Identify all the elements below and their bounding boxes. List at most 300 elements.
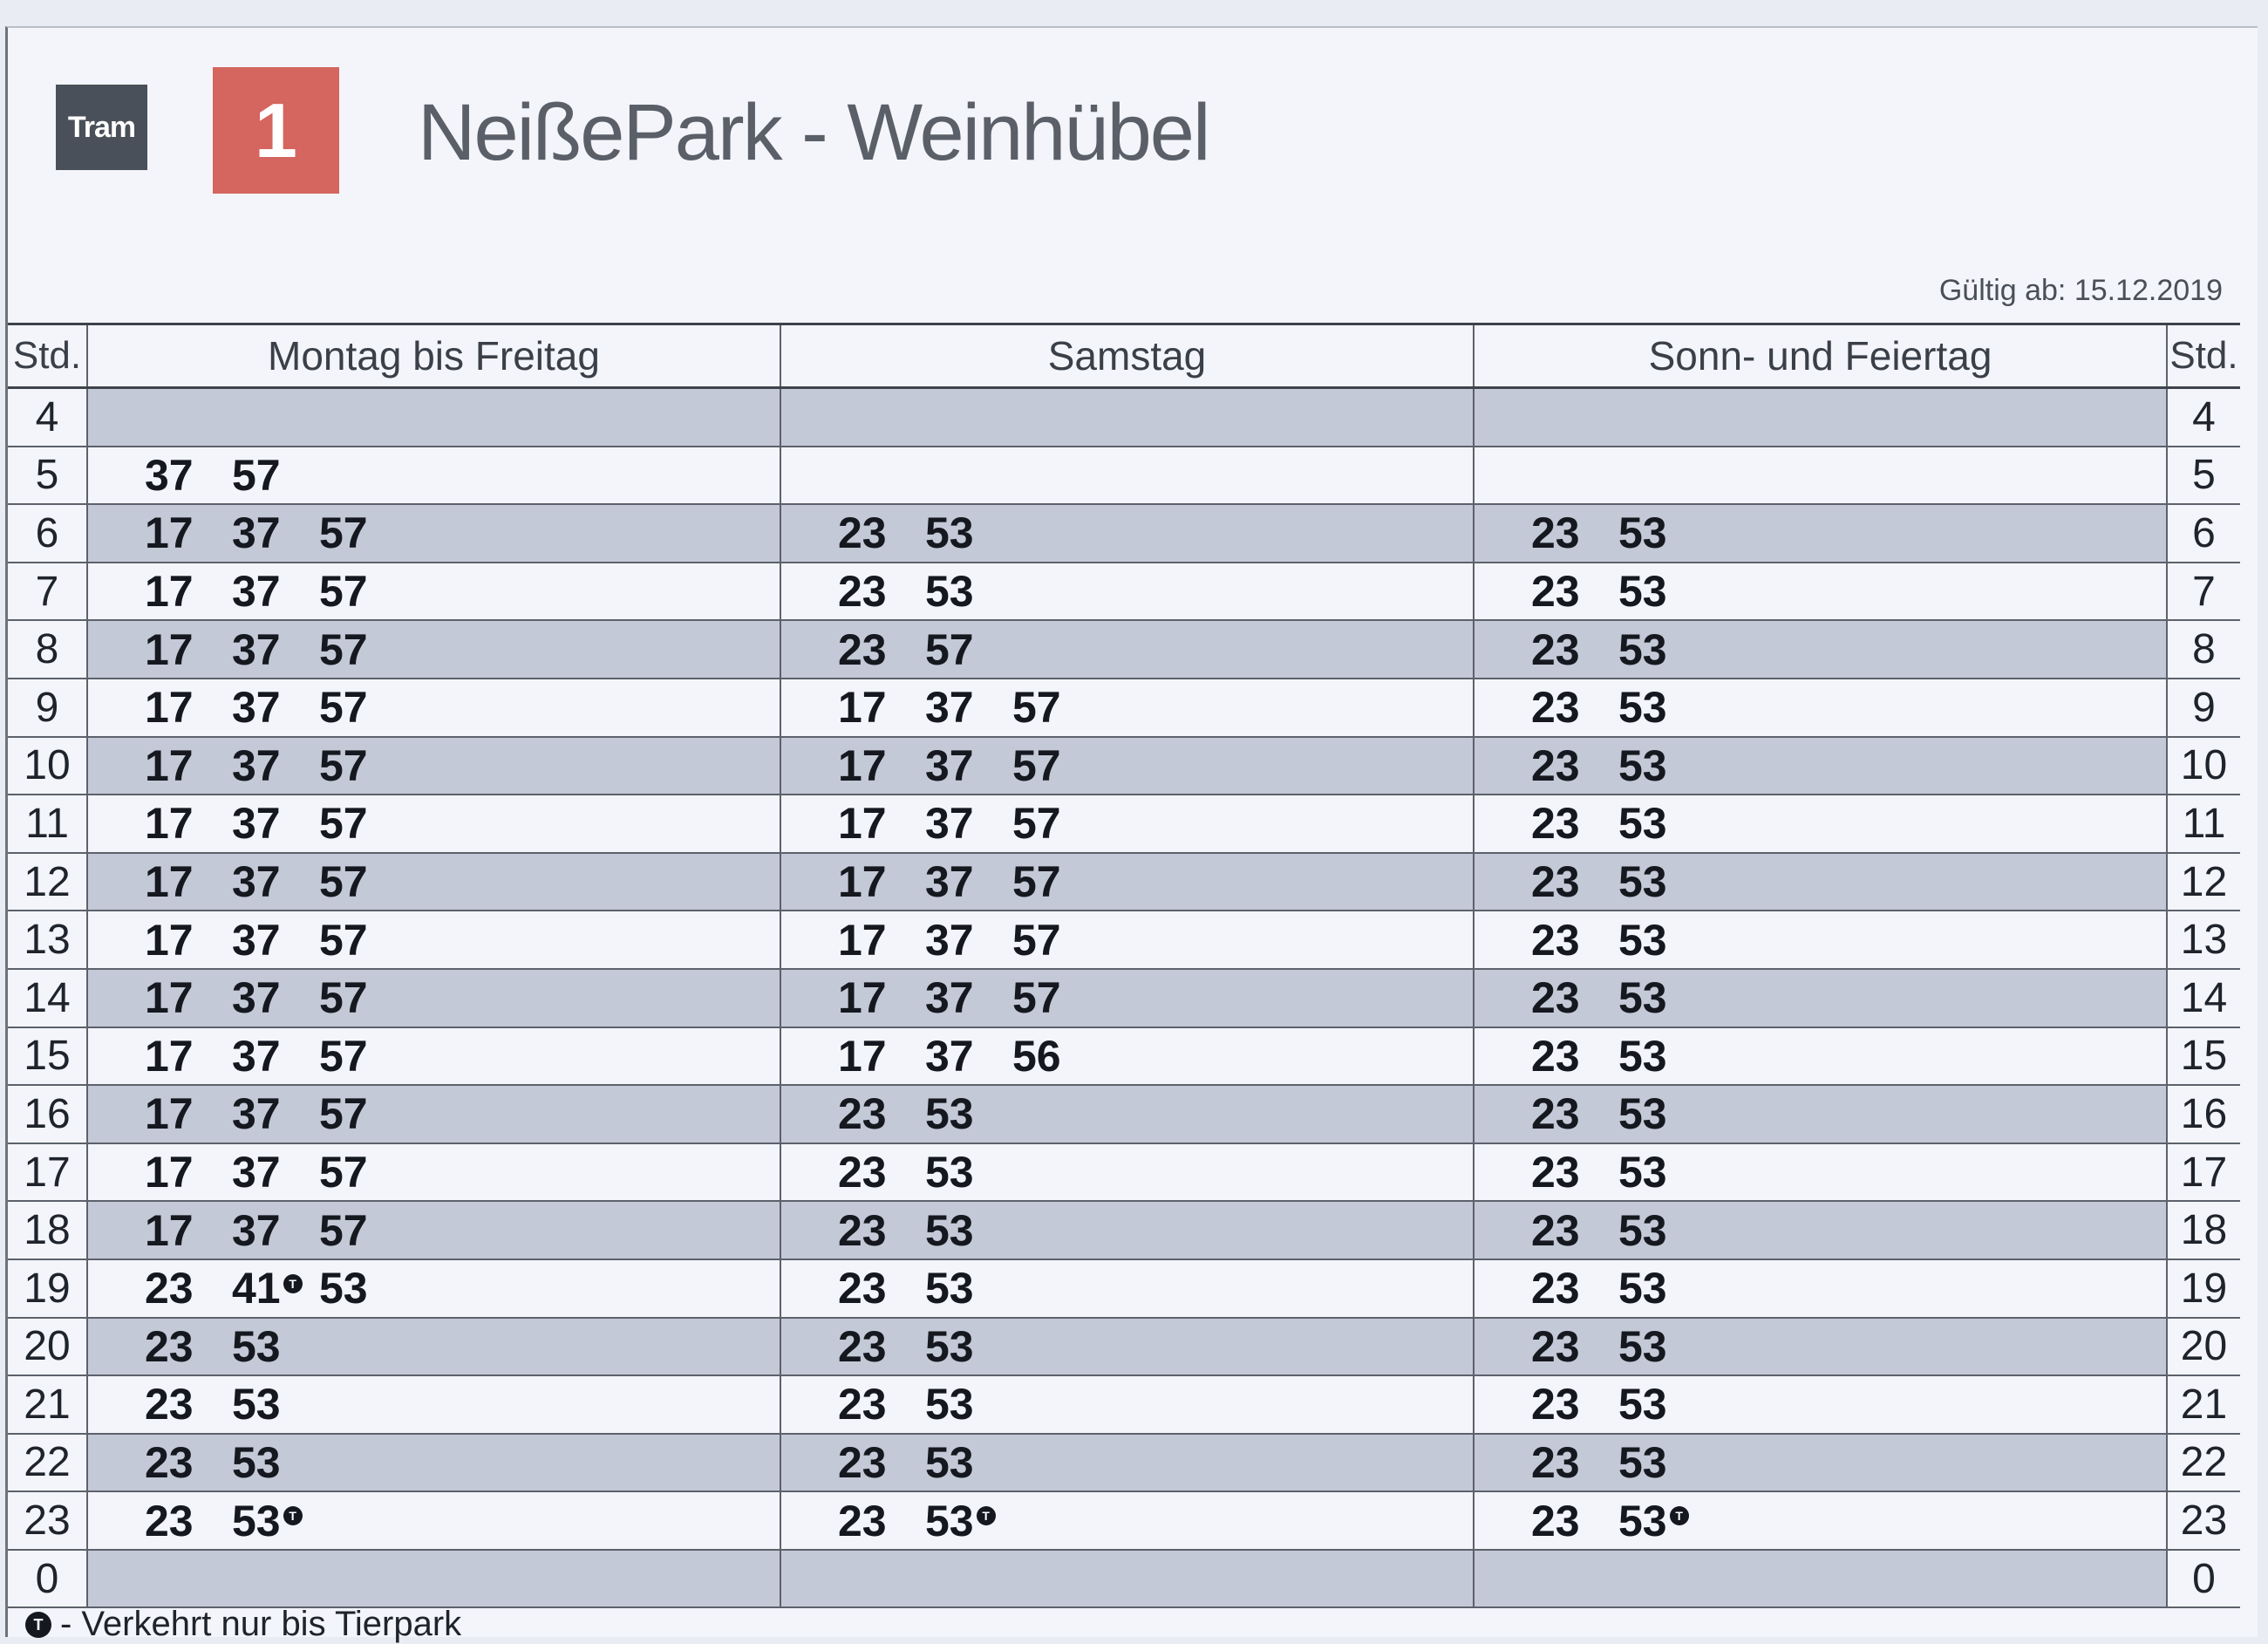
tierpark-marker-icon: T bbox=[283, 1274, 303, 1293]
departure-minute-value: 53 bbox=[1618, 1264, 1667, 1313]
weekday-minutes-cell bbox=[88, 911, 781, 968]
sunday-minutes-cell bbox=[1475, 621, 2168, 678]
departure-minute bbox=[1618, 566, 1706, 617]
departure-minute bbox=[925, 972, 1012, 1023]
departure-minute bbox=[232, 1379, 319, 1429]
departure-minute-value: 23 bbox=[145, 1380, 194, 1429]
departure-minute bbox=[145, 972, 232, 1023]
departure-minute bbox=[1531, 1379, 1618, 1429]
departure-minute-value: 53 bbox=[1618, 1031, 1667, 1081]
departure-minute-value: 57 bbox=[319, 1205, 368, 1255]
timetable-row bbox=[8, 911, 2240, 970]
saturday-minutes-cell bbox=[781, 1319, 1475, 1375]
departure-minute-value: 57 bbox=[1012, 683, 1061, 733]
departure-minute-value: 57 bbox=[925, 624, 974, 674]
departure-minute-value: 17 bbox=[838, 973, 887, 1023]
tierpark-marker-icon: T bbox=[25, 1612, 51, 1638]
departure-minute bbox=[1618, 1088, 1706, 1139]
departure-minute bbox=[1012, 740, 1100, 791]
departure-minute bbox=[1618, 740, 1706, 791]
departure-minute-value: 53 bbox=[925, 1321, 974, 1371]
timetable-header-row bbox=[8, 325, 2240, 389]
weekday-minutes-cell bbox=[88, 447, 781, 504]
weekday-minutes-cell bbox=[88, 563, 781, 620]
weekday-minutes-cell bbox=[88, 1435, 781, 1491]
departure-minute bbox=[145, 508, 232, 558]
departure-minute bbox=[1531, 1088, 1618, 1139]
hour-label-right: 23 bbox=[2168, 1492, 2240, 1549]
sunday-minutes-cell bbox=[1475, 679, 2168, 736]
departure-minute-value: 17 bbox=[838, 683, 887, 733]
departure-minute bbox=[1531, 1321, 1618, 1372]
hour-label: 11 bbox=[8, 795, 88, 852]
departure-minute-value: 37 bbox=[925, 857, 974, 907]
departure-minute bbox=[319, 1031, 406, 1081]
departure-minute bbox=[1618, 624, 1706, 675]
hour-label-right: 9 bbox=[2168, 679, 2240, 736]
departure-minute bbox=[319, 566, 406, 617]
departure-minute-value: 57 bbox=[319, 624, 368, 674]
departure-minute-value: 17 bbox=[145, 740, 194, 790]
departure-minute bbox=[232, 1031, 319, 1081]
saturday-minutes-cell bbox=[781, 1551, 1475, 1607]
weekday-minutes-cell bbox=[88, 1260, 781, 1317]
departure-minute-value: 37 bbox=[232, 683, 281, 733]
departure-minute bbox=[1618, 1031, 1706, 1081]
timetable-row bbox=[8, 970, 2240, 1028]
departure-minute bbox=[1531, 1031, 1618, 1081]
departure-minute-value: 23 bbox=[1531, 1437, 1580, 1487]
departure-minute-value: 23 bbox=[1531, 508, 1580, 558]
departure-minute-value: 57 bbox=[1012, 799, 1061, 849]
departure-minute-value: 17 bbox=[838, 857, 887, 907]
departure-minute bbox=[1618, 972, 1706, 1023]
departure-minute-value: 23 bbox=[1531, 1321, 1580, 1371]
departure-minute bbox=[145, 1437, 232, 1488]
departure-minute bbox=[1618, 508, 1706, 558]
departure-minute bbox=[1531, 624, 1618, 675]
sunday-minutes-cell bbox=[1475, 1260, 2168, 1317]
departure-minute-value: 23 bbox=[1531, 915, 1580, 965]
departure-minute bbox=[1618, 915, 1706, 965]
timetable-row bbox=[8, 1551, 2240, 1609]
hour-label-right: 20 bbox=[2168, 1319, 2240, 1375]
departure-minute bbox=[838, 1496, 925, 1546]
departure-minute-value: 17 bbox=[145, 1148, 194, 1197]
hour-label-right: 18 bbox=[2168, 1202, 2240, 1259]
departure-minute bbox=[925, 1437, 1012, 1488]
departure-minute-value: 57 bbox=[1012, 915, 1061, 965]
departure-minute-value: 23 bbox=[838, 624, 887, 674]
weekday-minutes-cell bbox=[88, 621, 781, 678]
departure-minute bbox=[319, 1205, 406, 1256]
departure-minute bbox=[232, 450, 319, 501]
hour-label: 19 bbox=[8, 1260, 88, 1317]
departure-minute bbox=[1531, 798, 1618, 849]
departure-minute bbox=[319, 972, 406, 1023]
departure-minute bbox=[232, 1496, 319, 1546]
weekday-minutes-cell bbox=[88, 1144, 781, 1201]
departure-minute-value: 57 bbox=[319, 1089, 368, 1139]
sunday-minutes-cell bbox=[1475, 563, 2168, 620]
hour-label: 10 bbox=[8, 738, 88, 795]
footnote-text: - Verkehrt nur bis Tierpark bbox=[60, 1605, 462, 1643]
hour-label: 9 bbox=[8, 679, 88, 736]
hour-label: 20 bbox=[8, 1319, 88, 1375]
departure-minute-value: 23 bbox=[838, 567, 887, 617]
departure-minute bbox=[1618, 1205, 1706, 1256]
saturday-minutes-cell bbox=[781, 1028, 1475, 1085]
sunday-column-header: Sonn- und Feiertag bbox=[1475, 325, 2168, 386]
tierpark-marker-icon: T bbox=[1670, 1506, 1689, 1525]
departure-minute-value: 53 bbox=[925, 508, 974, 558]
hour-column-header: Std. bbox=[8, 325, 88, 386]
departure-minute-value: 57 bbox=[319, 508, 368, 558]
departure-minute-value: 23 bbox=[1531, 567, 1580, 617]
hour-label: 8 bbox=[8, 621, 88, 678]
departure-minute bbox=[1618, 1263, 1706, 1313]
hour-label: 16 bbox=[8, 1086, 88, 1143]
sunday-minutes-cell bbox=[1475, 854, 2168, 911]
hour-label-right: 16 bbox=[2168, 1086, 2240, 1143]
departure-minute bbox=[925, 682, 1012, 733]
departure-minute-value: 17 bbox=[145, 683, 194, 733]
departure-minute-value: 23 bbox=[1531, 799, 1580, 849]
weekday-minutes-cell bbox=[88, 1492, 781, 1549]
saturday-minutes-cell bbox=[781, 970, 1475, 1027]
saturday-minutes-cell bbox=[781, 1435, 1475, 1491]
departure-minute-value: 53 bbox=[1618, 1148, 1667, 1197]
departure-minute-value: 57 bbox=[319, 683, 368, 733]
tierpark-marker-icon: T bbox=[283, 1506, 303, 1525]
hour-label-right: 22 bbox=[2168, 1435, 2240, 1491]
departure-minute-value: 23 bbox=[1531, 1031, 1580, 1081]
departure-minute bbox=[1618, 1379, 1706, 1429]
departure-minute-value: 53 bbox=[925, 1089, 974, 1139]
departure-minute bbox=[838, 798, 925, 849]
saturday-minutes-cell bbox=[781, 1376, 1475, 1433]
departure-minute-value: 23 bbox=[1531, 973, 1580, 1023]
departure-minute bbox=[838, 1147, 925, 1197]
departure-minute bbox=[145, 682, 232, 733]
departure-minute-value: 37 bbox=[232, 740, 281, 790]
sunday-minutes-cell bbox=[1475, 1435, 2168, 1491]
sunday-minutes-cell bbox=[1475, 1551, 2168, 1607]
departure-minute bbox=[319, 740, 406, 791]
hour-label: 17 bbox=[8, 1144, 88, 1201]
timetable-row bbox=[8, 1144, 2240, 1203]
departure-minute-value: 37 bbox=[925, 740, 974, 790]
timetable-row bbox=[8, 1028, 2240, 1087]
hour-label: 14 bbox=[8, 970, 88, 1027]
hour-label: 5 bbox=[8, 447, 88, 504]
timetable-row bbox=[8, 1492, 2240, 1551]
departure-minute-value: 53 bbox=[1618, 1205, 1667, 1255]
departure-minute bbox=[1618, 1147, 1706, 1197]
hour-label-right: 8 bbox=[2168, 621, 2240, 678]
departure-minute bbox=[1012, 972, 1100, 1023]
departure-minute-value: 57 bbox=[319, 1031, 368, 1081]
departure-minute bbox=[1618, 1496, 1706, 1546]
departure-minute bbox=[925, 1031, 1012, 1081]
departure-minute-value: 17 bbox=[838, 1031, 887, 1081]
departure-minute-value: 53 bbox=[319, 1264, 368, 1313]
hour-label-right: 17 bbox=[2168, 1144, 2240, 1201]
valid-from-date: Gültig ab: 15.12.2019 bbox=[1938, 274, 2223, 307]
timetable-row bbox=[8, 1435, 2240, 1493]
departure-minute bbox=[925, 1379, 1012, 1429]
timetable-sheet bbox=[5, 26, 2258, 1643]
departure-minute-value: 17 bbox=[145, 799, 194, 849]
departure-minute bbox=[232, 624, 319, 675]
departure-minute-value: 23 bbox=[1531, 1205, 1580, 1255]
departure-minute-value: 37 bbox=[232, 915, 281, 965]
hour-label-right: 4 bbox=[2168, 389, 2240, 446]
departure-minute bbox=[232, 856, 319, 907]
timetable-row bbox=[8, 854, 2240, 912]
departure-minute-value: 17 bbox=[145, 567, 194, 617]
weekday-minutes-cell bbox=[88, 1319, 781, 1375]
departure-minute-value: 53 bbox=[1618, 1437, 1667, 1487]
timetable-row bbox=[8, 1319, 2240, 1377]
departure-minute bbox=[1531, 566, 1618, 617]
departure-minute bbox=[1012, 1031, 1100, 1081]
departure-minute-value: 17 bbox=[838, 799, 887, 849]
departure-minute bbox=[1618, 1321, 1706, 1372]
departure-minute bbox=[319, 508, 406, 558]
departure-minute bbox=[1012, 856, 1100, 907]
saturday-minutes-cell bbox=[781, 1202, 1475, 1259]
departure-minute-value: 57 bbox=[1012, 740, 1061, 790]
departure-minute-value: 37 bbox=[145, 450, 194, 500]
hour-label: 15 bbox=[8, 1028, 88, 1085]
departure-minute-value: 53 bbox=[1618, 624, 1667, 674]
departure-minute bbox=[145, 856, 232, 907]
departure-minute-value: 23 bbox=[1531, 683, 1580, 733]
departure-minute bbox=[838, 1437, 925, 1488]
timetable-row bbox=[8, 1260, 2240, 1319]
departure-minute-value: 53 bbox=[1618, 683, 1667, 733]
saturday-minutes-cell bbox=[781, 1144, 1475, 1201]
sunday-minutes-cell bbox=[1475, 795, 2168, 852]
departure-minute-value: 37 bbox=[232, 1148, 281, 1197]
departure-minute-value: 23 bbox=[838, 1264, 887, 1313]
tram-logo: Tram bbox=[56, 85, 147, 170]
timetable-row bbox=[8, 1086, 2240, 1144]
sunday-minutes-cell bbox=[1475, 1028, 2168, 1085]
departure-minute bbox=[1531, 1263, 1618, 1313]
departure-minute-value: 23 bbox=[838, 1321, 887, 1371]
departure-minute bbox=[232, 566, 319, 617]
weekday-minutes-cell bbox=[88, 1086, 781, 1143]
departure-minute bbox=[838, 1205, 925, 1256]
hour-label-right: 12 bbox=[2168, 854, 2240, 911]
departure-minute bbox=[1618, 798, 1706, 849]
departure-minute-value: 23 bbox=[1531, 740, 1580, 790]
timetable-row bbox=[8, 447, 2240, 506]
departure-minute-value: 37 bbox=[232, 973, 281, 1023]
departure-minute-value: 37 bbox=[232, 799, 281, 849]
departure-minute-value: 37 bbox=[925, 973, 974, 1023]
hour-label-right: 6 bbox=[2168, 505, 2240, 562]
departure-minute-value: 23 bbox=[838, 1148, 887, 1197]
departure-minute bbox=[319, 1147, 406, 1197]
saturday-minutes-cell bbox=[781, 621, 1475, 678]
departure-minute bbox=[232, 1263, 319, 1313]
weekday-minutes-cell bbox=[88, 1028, 781, 1085]
departure-minute-value: 17 bbox=[145, 915, 194, 965]
weekday-minutes-cell bbox=[88, 1376, 781, 1433]
departure-minute-value: 53 bbox=[232, 1437, 281, 1487]
departure-minute bbox=[145, 1031, 232, 1081]
timetable-row bbox=[8, 1376, 2240, 1435]
departure-minute bbox=[1012, 798, 1100, 849]
footnote bbox=[25, 1605, 461, 1644]
departure-minute bbox=[232, 1205, 319, 1256]
sunday-minutes-cell bbox=[1475, 970, 2168, 1027]
timetable-row bbox=[8, 679, 2240, 738]
departure-minute-value: 23 bbox=[145, 1437, 194, 1487]
departure-minute-value: 17 bbox=[145, 857, 194, 907]
departure-minute-value: 23 bbox=[1531, 624, 1580, 674]
departure-minute bbox=[1531, 1437, 1618, 1488]
departure-minute bbox=[145, 1496, 232, 1546]
departure-minute bbox=[925, 508, 1012, 558]
departure-minute-value: 23 bbox=[145, 1496, 194, 1545]
hour-label-right: 11 bbox=[2168, 795, 2240, 852]
departure-minute bbox=[838, 1263, 925, 1313]
departure-minute bbox=[232, 1147, 319, 1197]
departure-minute-value: 53 bbox=[1618, 508, 1667, 558]
departure-minute-value: 17 bbox=[145, 973, 194, 1023]
departure-minute bbox=[838, 740, 925, 791]
departure-minute-value: 53 bbox=[1618, 857, 1667, 907]
departure-minute-value: 17 bbox=[145, 624, 194, 674]
departure-minute bbox=[1618, 682, 1706, 733]
departure-minute-value: 23 bbox=[838, 1437, 887, 1487]
timetable-grid bbox=[8, 323, 2240, 1608]
departure-minute bbox=[319, 682, 406, 733]
hour-label-right: 10 bbox=[2168, 738, 2240, 795]
sunday-minutes-cell bbox=[1475, 389, 2168, 446]
departure-minute-value: 37 bbox=[925, 915, 974, 965]
departure-minute bbox=[925, 624, 1012, 675]
hour-label-right: 14 bbox=[2168, 970, 2240, 1027]
departure-minute-value: 17 bbox=[838, 740, 887, 790]
departure-minute-value: 23 bbox=[838, 508, 887, 558]
departure-minute-value: 23 bbox=[838, 1089, 887, 1139]
departure-minute-value: 37 bbox=[232, 1089, 281, 1139]
hour-label: 0 bbox=[8, 1551, 88, 1607]
departure-minute-value: 37 bbox=[232, 1205, 281, 1255]
departure-minute bbox=[925, 1321, 1012, 1372]
saturday-minutes-cell bbox=[781, 911, 1475, 968]
timetable-row bbox=[8, 795, 2240, 854]
departure-minute bbox=[1531, 682, 1618, 733]
departure-minute-value: 53 bbox=[925, 1496, 974, 1545]
departure-minute-value: 23 bbox=[1531, 1380, 1580, 1429]
weekday-minutes-cell bbox=[88, 795, 781, 852]
hour-label-right: 21 bbox=[2168, 1376, 2240, 1433]
departure-minute bbox=[145, 566, 232, 617]
departure-minute bbox=[232, 740, 319, 791]
departure-minute-value: 57 bbox=[319, 740, 368, 790]
sunday-minutes-cell bbox=[1475, 1319, 2168, 1375]
departure-minute bbox=[838, 915, 925, 965]
departure-minute bbox=[925, 740, 1012, 791]
hour-label: 13 bbox=[8, 911, 88, 968]
departure-minute bbox=[925, 1147, 1012, 1197]
departure-minute bbox=[838, 856, 925, 907]
timetable-row bbox=[8, 621, 2240, 679]
departure-minute-value: 57 bbox=[319, 973, 368, 1023]
departure-minute-value: 37 bbox=[232, 508, 281, 558]
departure-minute-value: 53 bbox=[232, 1321, 281, 1371]
sunday-minutes-cell bbox=[1475, 1376, 2168, 1433]
departure-minute-value: 37 bbox=[925, 1031, 974, 1081]
sunday-minutes-cell bbox=[1475, 505, 2168, 562]
departure-minute-value: 53 bbox=[1618, 740, 1667, 790]
departure-minute-value: 57 bbox=[319, 799, 368, 849]
departure-minute bbox=[232, 682, 319, 733]
departure-minute bbox=[838, 1379, 925, 1429]
departure-minute-value: 23 bbox=[838, 1380, 887, 1429]
departure-minute-value: 41 bbox=[232, 1264, 281, 1313]
saturday-minutes-cell bbox=[781, 389, 1475, 446]
departure-minute-value: 37 bbox=[232, 1031, 281, 1081]
saturday-minutes-cell bbox=[781, 1492, 1475, 1549]
weekday-minutes-cell bbox=[88, 389, 781, 446]
departure-minute bbox=[925, 798, 1012, 849]
departure-minute-value: 17 bbox=[838, 915, 887, 965]
saturday-minutes-cell bbox=[781, 447, 1475, 504]
timetable-rows bbox=[8, 389, 2240, 1608]
departure-minute bbox=[838, 1031, 925, 1081]
weekday-minutes-cell bbox=[88, 1551, 781, 1607]
departure-minute-value: 53 bbox=[925, 567, 974, 617]
timetable-row bbox=[8, 1202, 2240, 1260]
timetable-row bbox=[8, 505, 2240, 563]
departure-minute-value: 53 bbox=[925, 1148, 974, 1197]
departure-minute bbox=[145, 450, 232, 501]
departure-minute-value: 53 bbox=[925, 1437, 974, 1487]
departure-minute-value: 17 bbox=[145, 1031, 194, 1081]
departure-minute-value: 23 bbox=[1531, 1089, 1580, 1139]
timetable-row bbox=[8, 738, 2240, 796]
departure-minute bbox=[145, 1263, 232, 1313]
departure-minute bbox=[838, 624, 925, 675]
saturday-column-header: Samstag bbox=[781, 325, 1475, 386]
departure-minute-value: 53 bbox=[232, 1380, 281, 1429]
hour-label-right: 13 bbox=[2168, 911, 2240, 968]
departure-minute bbox=[1012, 915, 1100, 965]
departure-minute-value: 57 bbox=[1012, 857, 1061, 907]
saturday-minutes-cell bbox=[781, 738, 1475, 795]
departure-minute bbox=[145, 1321, 232, 1372]
departure-minute-value: 53 bbox=[1618, 1089, 1667, 1139]
departure-minute bbox=[319, 624, 406, 675]
departure-minute-value: 53 bbox=[1618, 1496, 1667, 1545]
departure-minute bbox=[1531, 915, 1618, 965]
departure-minute bbox=[232, 1088, 319, 1139]
departure-minute bbox=[319, 1263, 406, 1313]
departure-minute bbox=[145, 798, 232, 849]
hour-label: 4 bbox=[8, 389, 88, 446]
departure-minute-value: 23 bbox=[1531, 1148, 1580, 1197]
departure-minute-value: 23 bbox=[838, 1205, 887, 1255]
hour-label: 18 bbox=[8, 1202, 88, 1259]
departure-minute-value: 17 bbox=[145, 508, 194, 558]
